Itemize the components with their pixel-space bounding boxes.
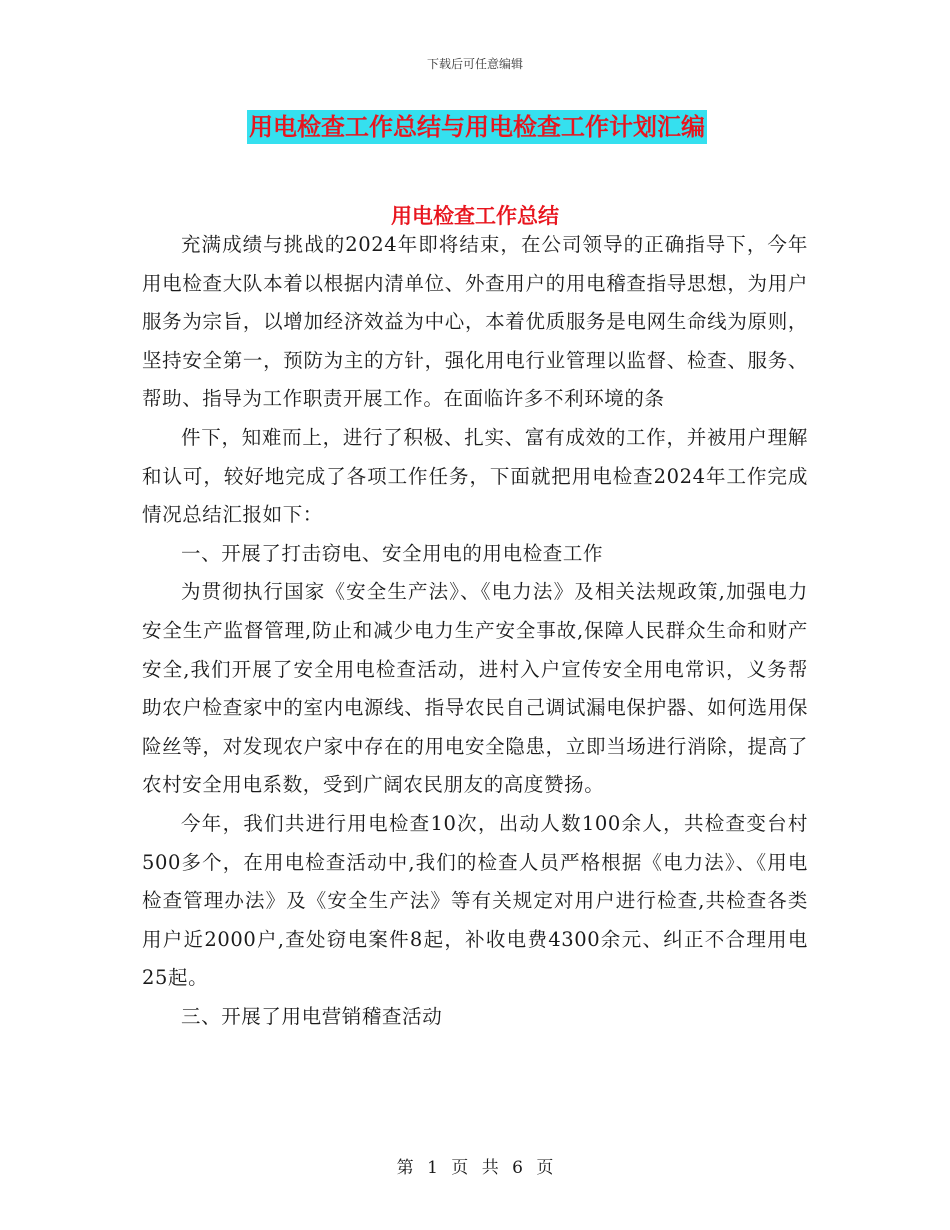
- page-label-prefix: 第: [396, 1158, 414, 1178]
- section-title: 用电检查工作总结: [391, 204, 559, 228]
- current-page-number: 1: [427, 1158, 438, 1178]
- total-label: 共: [481, 1158, 499, 1178]
- paragraph: 为贯彻执行国家《安全生产法》、《电力法》及相关法规政策,加强电力安全生产监督管理,防止和减少电力生产安全事故,保障人民群众生命和财产安全,我们开展了安全用电检查活动，进村入户宣传安全用电常识，义务帮助农户检查家中的室内电源线、指导农民自己调试漏电保护器、如何选用保险丝等，对发现农户家中存在的用电安全隐患，立即当场进行消除，提高了农村安全用电系数，受到广阔农民朋友的高度赞扬。: [142, 580, 808, 797]
- section-heading: 一、开展了打击窃电、安全用电的用电检查工作: [181, 541, 604, 565]
- page-footer: [0, 1153, 950, 1178]
- paragraph: 充满成绩与挑战的2024年即将结束，在公司领导的正确指导下，今年用电检查大队本着以根据内清单位、外查用户的用电稽查指导思想，为用户服务为宗旨，以增加经济效益为中心，本着优质服务是电网生命线为原则，坚持安全第一，预防为主的方针，强化用电行业管理以监督、检查、服务、帮助、指导为工作职责开展工作。在面临许多不利环境的条: [142, 233, 808, 411]
- page-label-suffix: 页: [536, 1158, 554, 1178]
- paragraph: 今年，我们共进行用电检查10次，出动人数100余人，共检查变台村500多个，在用电检查活动中,我们的检查人员严格根据《电力法》、《用电检查管理办法》及《安全生产法》等有关规定对用户进行检查,共检查各类用户近2000户,查处窃电案件8起，补收电费4300余元、纠正不合理用电25起。: [142, 811, 808, 990]
- document-body: [142, 226, 808, 1036]
- paragraph: 件下，知难而上，进行了积极、扎实、富有成效的工作，并被用户理解和认可，较好地完成了各项工作任务，下面就把用电检查2024年工作完成情况总结汇报如下：: [142, 425, 808, 527]
- section-heading: 三、开展了用电营销稽查活动: [181, 1004, 443, 1028]
- page-label-mid: 页: [451, 1158, 469, 1178]
- document-title: 用电检查工作总结与用电检查工作计划汇编: [247, 110, 707, 144]
- total-pages-number: 6: [512, 1158, 523, 1178]
- header-note: 下载后可任意编辑: [426, 57, 523, 71]
